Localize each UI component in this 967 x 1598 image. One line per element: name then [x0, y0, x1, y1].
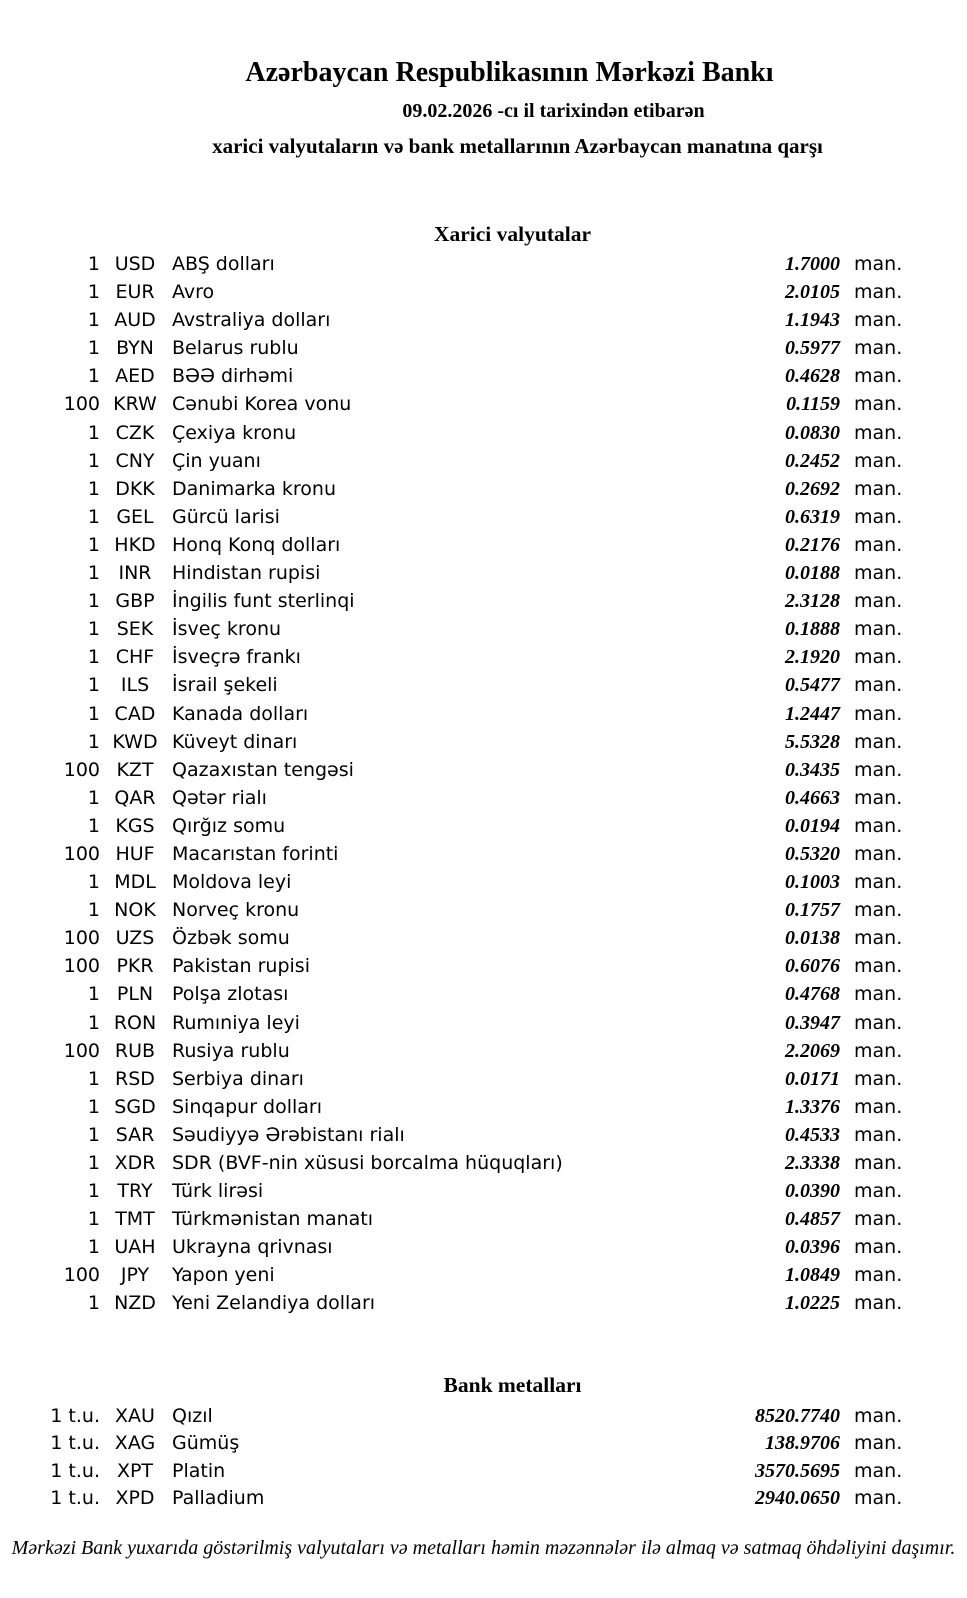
rate-row	[0, 615, 967, 643]
currency-name: Türk lirəsi	[172, 1180, 264, 1203]
unit-label: man.	[854, 1039, 903, 1062]
unit-label: man.	[854, 281, 903, 304]
unit-label: man.	[854, 1180, 903, 1203]
rate-value: 5.5328	[785, 730, 840, 753]
quantity-value: 1 t.u.	[50, 1487, 100, 1510]
currency-name: Qazaxıstan tengəsi	[172, 758, 354, 781]
quantity-value: 1	[87, 562, 100, 585]
quantity-value: 1	[87, 1292, 100, 1315]
quantity-value: 1	[87, 702, 100, 725]
rate-row	[0, 784, 967, 812]
unit-label: man.	[854, 702, 903, 725]
rate-value: 0.4533	[785, 1123, 840, 1146]
currency-name: Avro	[172, 281, 215, 304]
currency-code: KRW	[113, 393, 157, 416]
currency-name: ABŞ dolları	[172, 253, 275, 275]
unit-label: man.	[854, 1404, 903, 1427]
rate-value: 0.0830	[785, 421, 840, 444]
rate-value: 3570.5695	[755, 1459, 840, 1482]
quantity-value: 1	[87, 730, 100, 753]
currency-name: Danimarka kronu	[172, 477, 337, 500]
currency-code: XAG	[114, 1432, 156, 1455]
unit-label: man.	[854, 1011, 903, 1034]
currency-code: HKD	[114, 533, 156, 556]
currency-name: Çexiya kronu	[172, 421, 297, 444]
currency-name: Serbiya dinarı	[172, 1067, 304, 1090]
rate-row	[0, 671, 967, 699]
quantity-value: 1	[87, 477, 100, 500]
rate-value: 138.9706	[765, 1432, 840, 1455]
rate-value: 0.4628	[785, 365, 840, 388]
rate-value: 2.1920	[785, 646, 840, 669]
currency-name: Küveyt dinarı	[172, 730, 298, 753]
quantity-value: 100	[63, 927, 100, 950]
rate-row	[0, 1065, 967, 1093]
currency-name: Belarus rublu	[172, 337, 299, 360]
rate-row	[0, 447, 967, 475]
rate-row	[0, 952, 967, 980]
unit-label: man.	[854, 927, 903, 950]
quantity-value: 100	[63, 842, 100, 865]
unit-label: man.	[854, 253, 903, 275]
rate-value: 0.4768	[785, 983, 840, 1006]
currency-code: CAD	[114, 702, 156, 725]
rate-row	[0, 1289, 967, 1317]
quantity-value: 1 t.u.	[50, 1459, 100, 1482]
currency-name: Çin yuanı	[172, 449, 261, 472]
rate-row	[0, 1403, 967, 1431]
quantity-value: 1	[87, 1095, 100, 1118]
rate-value: 0.6319	[785, 505, 840, 528]
currency-name: Qətər rialı	[172, 786, 267, 809]
unit-label: man.	[854, 1123, 903, 1146]
rate-value: 0.2452	[785, 449, 840, 472]
rate-value: 0.2692	[785, 477, 840, 500]
rate-value: 0.3947	[785, 1011, 840, 1034]
quantity-value: 1	[87, 590, 100, 613]
currency-name: Honq Konq dolları	[172, 533, 341, 556]
currency-rate-table	[0, 250, 967, 1318]
currency-code: KGS	[115, 814, 155, 837]
currency-code: GBP	[115, 590, 155, 613]
rate-row	[0, 1009, 967, 1037]
currency-name: Yapon yeni	[172, 1264, 275, 1287]
rate-value: 1.2447	[785, 702, 840, 725]
currency-code: EUR	[115, 281, 155, 304]
rate-row	[0, 334, 967, 362]
currency-code: UZS	[115, 927, 155, 950]
rate-row	[0, 475, 967, 503]
rate-row	[0, 1261, 967, 1289]
rate-row	[0, 896, 967, 924]
quantity-value: 1	[87, 337, 100, 360]
rate-value: 1.0849	[785, 1264, 840, 1287]
unit-label: man.	[854, 1264, 903, 1287]
unit-label: man.	[854, 674, 903, 697]
quantity-value: 100	[63, 393, 100, 416]
currency-code: UAH	[114, 1236, 156, 1259]
currency-name: Rumıniya leyi	[172, 1011, 300, 1034]
currency-code: NZD	[114, 1292, 156, 1315]
rate-value: 0.0194	[785, 814, 840, 837]
currency-code: CZK	[115, 421, 155, 444]
currency-code: DKK	[115, 477, 155, 500]
currency-name: Palladium	[172, 1487, 265, 1510]
currency-code: USD	[114, 253, 156, 275]
unit-label: man.	[854, 814, 903, 837]
currency-name: Rusiya rublu	[172, 1039, 290, 1062]
unit-label: man.	[854, 646, 903, 669]
rate-row	[0, 756, 967, 784]
currency-code: MDL	[114, 871, 156, 894]
rate-row	[0, 419, 967, 447]
unit-label: man.	[854, 421, 903, 444]
currency-name: Moldova leyi	[172, 871, 292, 894]
currency-code: ILS	[120, 674, 150, 697]
currency-name: İngilis funt sterlinqi	[172, 590, 355, 613]
rate-value: 0.3435	[785, 758, 840, 781]
rate-row	[0, 840, 967, 868]
quantity-value: 1	[87, 533, 100, 556]
quantity-value: 1 t.u.	[50, 1404, 100, 1427]
currency-code: TMT	[115, 1208, 155, 1231]
quantity-value: 1	[87, 814, 100, 837]
rate-row	[0, 278, 967, 306]
rate-value: 0.6076	[785, 955, 840, 978]
unit-label: man.	[854, 309, 903, 332]
rate-value: 2.0105	[785, 281, 840, 304]
quantity-value: 1	[87, 618, 100, 641]
currency-code: KZT	[116, 758, 154, 781]
rate-row	[0, 362, 967, 390]
rate-row	[0, 1430, 967, 1458]
currency-name: Özbək somu	[172, 927, 290, 950]
currency-code: AUD	[114, 309, 156, 332]
rate-value: 2.2069	[785, 1039, 840, 1062]
unit-label: man.	[854, 365, 903, 388]
quantity-value: 1	[87, 983, 100, 1006]
currency-name: Pakistan rupisi	[172, 955, 310, 978]
quantity-value: 1	[87, 365, 100, 388]
rate-row	[0, 1485, 967, 1513]
unit-label: man.	[854, 786, 903, 809]
unit-label: man.	[854, 1067, 903, 1090]
rate-value: 1.7000	[785, 253, 840, 275]
unit-label: man.	[854, 899, 903, 922]
currency-name: Gümüş	[172, 1432, 240, 1455]
unit-label: man.	[854, 1236, 903, 1259]
quantity-value: 1	[87, 1152, 100, 1174]
currency-name: Platin	[172, 1459, 226, 1482]
quantity-value: 1	[87, 1236, 100, 1259]
currency-section-heading: Xarici valyutalar	[433, 222, 592, 246]
rate-row	[0, 559, 967, 587]
unit-label: man.	[854, 1432, 903, 1455]
quantity-value: 1	[87, 674, 100, 697]
currency-code: JPY	[120, 1264, 150, 1287]
quantity-value: 1	[87, 871, 100, 894]
currency-name: Hindistan rupisi	[172, 562, 321, 585]
rate-value: 0.0188	[785, 562, 840, 585]
rate-value: 8520.7740	[755, 1404, 840, 1427]
rate-value: 1.0225	[785, 1292, 840, 1315]
rate-value: 0.4857	[785, 1208, 840, 1231]
rate-row	[0, 1093, 967, 1121]
unit-label: man.	[854, 449, 903, 472]
quantity-value: 1	[87, 1067, 100, 1090]
quantity-value: 100	[63, 1039, 100, 1062]
rate-row	[0, 1037, 967, 1065]
currency-name: BƏƏ dirhəmi	[172, 365, 294, 388]
rate-value: 1.3376	[785, 1095, 840, 1118]
rate-row	[0, 587, 967, 615]
currency-code: CHF	[115, 646, 155, 669]
rate-value: 0.1003	[785, 871, 840, 894]
currency-name: Sinqapur dolları	[172, 1095, 323, 1118]
currency-name: Avstraliya dolları	[172, 309, 331, 332]
unit-label: man.	[854, 533, 903, 556]
quantity-value: 1	[87, 1208, 100, 1231]
rate-value: 0.0390	[785, 1180, 840, 1203]
unit-label: man.	[854, 477, 903, 500]
rate-row	[0, 390, 967, 418]
rate-value: 0.5977	[785, 337, 840, 360]
unit-label: man.	[854, 1292, 903, 1315]
currency-name: İsveçrə frankı	[172, 646, 301, 669]
currency-code: PKR	[116, 955, 154, 978]
currency-code: KWD	[112, 730, 158, 753]
unit-label: man.	[854, 618, 903, 641]
rate-row	[0, 868, 967, 896]
currency-code: XPD	[115, 1487, 155, 1510]
rate-row	[0, 700, 967, 728]
currency-code: HUF	[115, 842, 155, 865]
rate-value: 1.1943	[785, 309, 840, 332]
currency-code: RSD	[115, 1067, 155, 1090]
quantity-value: 1 t.u.	[50, 1432, 100, 1455]
currency-code: QAR	[114, 786, 156, 809]
currency-name: Cənubi Korea vonu	[172, 393, 352, 416]
rate-row	[0, 306, 967, 334]
rate-row	[0, 728, 967, 756]
rate-value: 0.1159	[786, 393, 840, 416]
unit-label: man.	[854, 1095, 903, 1118]
currency-code: XDR	[114, 1152, 156, 1174]
rate-value: 0.0396	[785, 1236, 840, 1259]
currency-code: INR	[118, 562, 152, 585]
unit-label: man.	[854, 730, 903, 753]
rate-value: 2.3338	[785, 1152, 840, 1174]
metal-section-heading: Bank metalları	[443, 1372, 582, 1397]
currency-name: İsrail şekeli	[172, 674, 278, 697]
quantity-value: 1	[87, 253, 100, 275]
currency-name: Norveç kronu	[172, 899, 300, 922]
currency-code: SAR	[115, 1123, 155, 1146]
rate-value: 0.4663	[785, 786, 840, 809]
rate-row	[0, 924, 967, 952]
rate-value: 0.0138	[785, 927, 840, 950]
rate-row	[0, 503, 967, 531]
currency-name: İsveç kronu	[172, 618, 282, 641]
currency-name: Kanada dolları	[172, 702, 309, 725]
rate-value: 2.3128	[785, 590, 840, 613]
quantity-value: 1	[87, 786, 100, 809]
quantity-value: 100	[63, 758, 100, 781]
rate-value: 0.5477	[785, 674, 840, 697]
unit-label: man.	[854, 337, 903, 360]
quantity-value: 1	[87, 421, 100, 444]
unit-label: man.	[854, 1487, 903, 1510]
unit-label: man.	[854, 842, 903, 865]
unit-label: man.	[854, 1459, 903, 1482]
unit-label: man.	[854, 758, 903, 781]
unit-label: man.	[854, 1152, 903, 1174]
currency-name: Yeni Zelandiya dolları	[172, 1292, 376, 1315]
rate-row	[0, 1149, 967, 1177]
unit-label: man.	[854, 505, 903, 528]
rate-row	[0, 1205, 967, 1233]
currency-code: SGD	[114, 1095, 156, 1118]
unit-label: man.	[854, 871, 903, 894]
currency-code: NOK	[114, 899, 156, 922]
currency-name: Səudiyyə Ərəbistanı rialı	[172, 1123, 405, 1146]
rate-row	[0, 980, 967, 1008]
quantity-value: 1	[87, 1180, 100, 1203]
footer-note: Mərkəzi Bank yuxarıda göstərilmiş valyutaları və metalları həmin məzənnələr ilə almaq və satmaq öhdəliyini daşımır.	[11, 1536, 956, 1559]
currency-code: TRY	[117, 1180, 153, 1203]
rate-row	[0, 1233, 967, 1261]
rate-row	[0, 531, 967, 559]
currency-name: SDR (BVF-nin xüsusi borcalma hüquqları)	[172, 1152, 563, 1174]
currency-code: AED	[115, 365, 155, 388]
currency-code: GEL	[116, 505, 154, 528]
currency-name: Türkmənistan manatı	[172, 1208, 374, 1231]
rate-row	[0, 1177, 967, 1205]
rate-value: 0.0171	[785, 1067, 840, 1090]
rate-value: 0.5320	[785, 842, 840, 865]
quantity-value: 1	[87, 505, 100, 528]
quantity-value: 1	[87, 281, 100, 304]
currency-code: PLN	[116, 983, 154, 1006]
currency-name: Ukrayna qrivnası	[172, 1236, 333, 1259]
unit-label: man.	[854, 955, 903, 978]
page-subtitle: xarici valyutaların və bank metallarının Azərbaycan manatına qarşı	[212, 134, 823, 158]
rate-value: 2940.0650	[755, 1487, 840, 1510]
currency-code: XPT	[116, 1459, 154, 1482]
currency-code: XAU	[115, 1404, 155, 1427]
quantity-value: 1	[87, 309, 100, 332]
currency-name: Macarıstan forinti	[172, 842, 339, 865]
quantity-value: 1	[87, 899, 100, 922]
currency-name: Qızıl	[172, 1404, 213, 1427]
unit-label: man.	[854, 590, 903, 613]
rate-row	[0, 250, 967, 278]
quantity-value: 1	[87, 646, 100, 669]
quantity-value: 1	[87, 449, 100, 472]
currency-code: RUB	[114, 1039, 156, 1062]
unit-label: man.	[854, 1208, 903, 1231]
rate-value: 0.1888	[785, 618, 840, 641]
currency-code: RON	[113, 1011, 157, 1034]
rate-value: 0.1757	[785, 899, 840, 922]
rate-value: 0.2176	[785, 533, 840, 556]
quantity-value: 1	[87, 1011, 100, 1034]
metal-rate-table	[0, 1403, 967, 1513]
currency-name: Polşa zlotası	[172, 983, 289, 1006]
unit-label: man.	[854, 393, 903, 416]
page-title: Azərbaycan Respublikasının Mərkəzi Bankı	[245, 57, 774, 88]
rate-row	[0, 812, 967, 840]
effective-date-line: 09.02.2026 -cı il tarixindən etibarən	[402, 100, 705, 122]
currency-name: Qırğız somu	[172, 814, 286, 837]
rate-row	[0, 1458, 967, 1486]
unit-label: man.	[854, 562, 903, 585]
rate-row	[0, 1121, 967, 1149]
currency-code: BYN	[116, 337, 154, 360]
quantity-value: 100	[63, 1264, 100, 1287]
unit-label: man.	[854, 983, 903, 1006]
currency-code: SEK	[116, 618, 154, 641]
quantity-value: 100	[63, 955, 100, 978]
rate-row	[0, 643, 967, 671]
currency-name: Gürcü larisi	[172, 505, 280, 528]
quantity-value: 1	[87, 1123, 100, 1146]
currency-code: CNY	[115, 449, 155, 472]
